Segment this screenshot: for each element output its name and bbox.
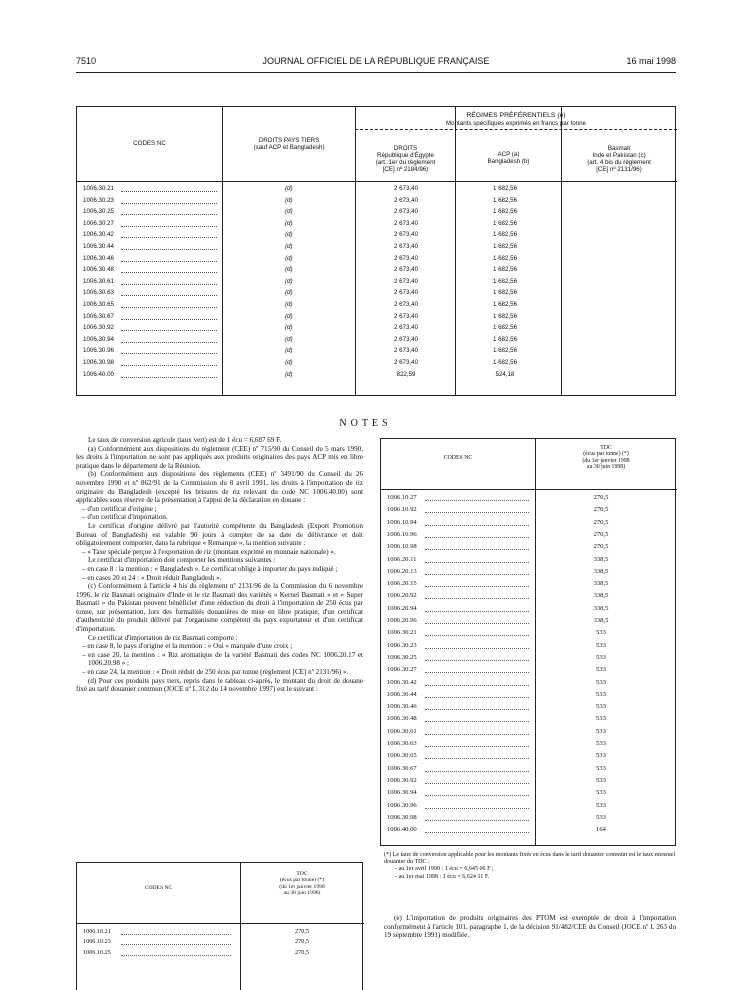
leader-dots <box>425 771 529 772</box>
leader-dots <box>425 685 529 686</box>
cell-code: 1006.10.27 <box>387 494 417 501</box>
table-row <box>381 543 677 554</box>
leader-dots <box>425 832 529 833</box>
table-row <box>381 789 677 800</box>
table-row <box>381 728 677 739</box>
header-bottom-rule <box>77 181 677 182</box>
table-row <box>77 301 677 312</box>
cell-tdc: 533 <box>596 666 606 674</box>
cell-code: 1006.20.96 <box>387 617 417 624</box>
cell-acp: 1 682,56 <box>492 231 518 239</box>
header-droits-line1: DROITS PAYS TIERS <box>258 137 320 144</box>
cell-tdc: 533 <box>596 813 606 821</box>
leader-dots <box>425 611 529 612</box>
leader-dots <box>121 319 217 320</box>
table-row <box>77 949 364 959</box>
table-row <box>381 580 677 591</box>
cell-code: 1006.30.48 <box>387 715 417 723</box>
leader-dots <box>425 549 529 550</box>
leader-dots <box>121 377 217 378</box>
cell-code: 1006.30.46 <box>387 703 417 711</box>
cell-tiers: (d) <box>285 231 293 239</box>
header-tdc-l2: (écus par tonne) (*) <box>280 877 324 884</box>
header-tdc <box>537 445 675 471</box>
leader-dots <box>121 365 217 366</box>
cell-acp: 1 682,56 <box>492 219 518 227</box>
leader-dots <box>425 758 529 759</box>
table-row <box>381 765 677 776</box>
cell-tiers: (d) <box>285 254 293 262</box>
cell-tdc: 533 <box>596 752 606 760</box>
note-list-item: – d'un certificat d'importation. <box>82 513 168 522</box>
cell-egypte: 2 673,40 <box>393 254 419 262</box>
leader-dots <box>425 808 529 809</box>
cell-code: 1006.30.96 <box>387 801 417 809</box>
cell-code: 1006.30.65 <box>83 301 114 308</box>
header-codes-nc: CODES NC <box>133 140 166 147</box>
note-e: (e) L'importation de produits originaires des PTOM est exemptée de droit à l'importation conformément à l'article 101, paragraphe 1, de la décision 91/482/CEE du Conseil (JOCE nº L 263 du 19 septembre 1991) modifiée. <box>384 914 676 940</box>
cell-tiers: (d) <box>285 347 293 355</box>
cell-egypte: 822,59 <box>396 370 416 378</box>
header-regimes <box>357 112 675 127</box>
notes-title: NOTES <box>339 418 392 429</box>
leader-dots <box>425 746 529 747</box>
table-row <box>381 642 677 653</box>
cell-egypte: 2 673,40 <box>393 335 419 343</box>
leader-dots <box>425 512 529 513</box>
cell-tdc: 338,5 <box>593 555 609 563</box>
cell-acp: 524,18 <box>495 370 515 378</box>
leader-dots <box>121 284 217 285</box>
table-row <box>77 336 677 347</box>
table-row <box>381 715 677 726</box>
leader-dots <box>425 500 529 501</box>
table-row <box>77 938 364 948</box>
cell-tdc: 270,5 <box>295 928 309 935</box>
leader-dots <box>425 586 529 587</box>
cell-tiers: (d) <box>285 185 293 192</box>
cell-code: 1006.30.65 <box>387 752 417 760</box>
header-tdc-l4: au 30 juin 1998) <box>586 464 626 471</box>
cell-acp: 1 682,56 <box>492 301 518 308</box>
header-tdc-l4: au 30 juin 1998) <box>283 890 321 897</box>
note-paragraph: (d) Pour ces produits pays tiers, repris dans le tableau ci-après, le montant du droit de douane fixé au tarif douanier commun (JOCE nº L 312 du 14 novembre 1997) est le suivant : <box>76 676 363 694</box>
cell-egypte: 2 673,40 <box>393 219 419 227</box>
leader-dots <box>425 734 529 735</box>
table-row <box>77 371 677 382</box>
header-regimes-line1: RÉGIMES PRÉFÉRENTIELS (e) <box>466 112 566 119</box>
leader-dots <box>121 353 217 354</box>
leader-dots <box>425 598 529 599</box>
cell-acp: 1 682,56 <box>492 335 518 343</box>
cell-tiers: (d) <box>285 219 293 227</box>
table-row <box>77 928 364 938</box>
footnote <box>384 852 676 881</box>
cell-code: 1006.30.48 <box>83 266 114 274</box>
header-tdc-l1: TDC <box>296 871 308 877</box>
cell-code: 1006.30.21 <box>83 185 114 192</box>
cell-tdc: 338,5 <box>593 617 609 624</box>
cell-code: 1006.30.96 <box>83 347 114 355</box>
leader-dots <box>121 191 217 192</box>
header-tdc <box>242 871 362 897</box>
leader-dots <box>121 261 217 262</box>
leader-dots <box>425 537 529 538</box>
cell-egypte: 2 673,40 <box>393 289 419 297</box>
leader-dots <box>425 574 529 575</box>
header-bottom-rule <box>77 923 364 924</box>
table-row <box>381 519 677 530</box>
footnote-line: – au 1er mai 1998 : 1 écu = 6,624 11 F. <box>394 873 490 880</box>
cell-code: 1006.20.15 <box>387 580 417 588</box>
cell-code: 1006.20.94 <box>387 604 417 612</box>
cell-code: 1006.10.98 <box>387 543 417 551</box>
cell-tdc: 533 <box>596 678 606 686</box>
tariff-table <box>76 106 676 396</box>
leader-dots <box>121 330 217 331</box>
cell-tiers: (d) <box>285 289 293 297</box>
note-list-item: – en case 8, le pays d'origine et la mention : « Oui » marquée d'une croix ; <box>82 642 293 651</box>
table-row <box>77 208 677 219</box>
cell-egypte: 2 673,40 <box>393 324 419 332</box>
leader-dots <box>121 214 217 215</box>
table-row <box>381 556 677 567</box>
cell-tdc: 338,5 <box>593 580 609 588</box>
cell-code: 1006.30.94 <box>387 789 417 797</box>
publication-date: 16 mai 1998 <box>626 56 676 66</box>
table-row <box>381 666 677 677</box>
cell-code: 1006.30.25 <box>83 208 114 216</box>
cell-code: 1006.30.63 <box>83 289 114 297</box>
table-row <box>77 347 677 358</box>
header-basmati-l4: [CE] nº 2131/96) <box>596 166 642 174</box>
header-egypte-l4: [CE] nº 2184/96) <box>382 166 429 174</box>
cell-tdc: 270,5 <box>295 948 309 956</box>
cell-tdc: 533 <box>596 690 606 698</box>
cell-acp: 1 682,56 <box>492 243 518 250</box>
leader-dots <box>425 795 529 796</box>
table-row <box>77 324 677 335</box>
cell-tdc: 338,5 <box>593 567 609 575</box>
table-row <box>77 255 677 266</box>
cell-tdc: 533 <box>596 715 606 723</box>
cell-acp: 1 682,56 <box>492 208 518 216</box>
journal-title: JOURNAL OFFICIEL DE LA RÉPUBLIQUE FRANÇAISE <box>262 56 490 66</box>
table-row <box>381 679 677 690</box>
cell-code: 1006.20.13 <box>387 567 417 575</box>
note-list-item: – en cases 20 et 24 : « Droit réduit Bangladesh ». <box>82 573 222 582</box>
header-basmati-l3: (art. 4 bis du règlement <box>587 159 651 167</box>
cell-egypte: 2 673,40 <box>393 359 419 366</box>
cell-tdc: 270,5 <box>593 494 609 501</box>
note-paragraph: Le certificat d'importation doit comporter les mentions suivantes : <box>88 556 276 565</box>
header-tdc-l1: TDC <box>600 445 612 451</box>
page-number: 7510 <box>76 56 97 66</box>
leader-dots <box>425 562 529 563</box>
cell-egypte: 2 673,40 <box>393 266 419 274</box>
cell-tdc: 533 <box>596 776 606 784</box>
leader-dots <box>121 272 217 273</box>
tdc-table <box>380 438 676 846</box>
table-row <box>381 703 677 714</box>
leader-dots <box>425 820 529 821</box>
header-basmati <box>563 145 675 174</box>
leader-dots <box>121 203 217 204</box>
cell-tdc: 533 <box>596 789 606 797</box>
leader-dots <box>425 697 529 698</box>
cell-code: 1006.30.25 <box>387 653 417 661</box>
cell-tdc: 270,5 <box>593 506 609 514</box>
header-codes-nc: CODES NC <box>443 455 473 461</box>
cell-tdc: 533 <box>596 801 606 809</box>
cell-tiers: (d) <box>285 196 293 204</box>
cell-code: 1006.30.27 <box>83 219 114 227</box>
cell-code: 1006.30.44 <box>387 690 417 698</box>
cell-code: 1006.30.44 <box>83 243 114 250</box>
cell-code: 1006.40.00 <box>83 370 114 378</box>
table-row <box>77 185 677 196</box>
table-row <box>77 231 677 242</box>
note-paragraph: (a) Conformément aux dispositions du règlement (CEE) nº 715/90 du Conseil du 5 mars 1990, les droits à l'importation ne sont pas appliqués aux produits originaires des pays ACP mis en libre pratique dans le département de la Réunion. <box>76 444 363 470</box>
cell-egypte: 2 673,40 <box>393 196 419 204</box>
cell-acp: 1 682,56 <box>492 277 518 285</box>
header-tdc-l2: (écus par tonne) (*) <box>583 451 629 458</box>
header-acp-l2: Bangladesh (b) <box>487 158 530 166</box>
table-row <box>381 605 677 616</box>
leader-dots <box>121 342 217 343</box>
cell-egypte: 2 673,40 <box>393 185 419 192</box>
cell-code: 1006.10.23 <box>83 938 111 946</box>
leader-dots <box>425 525 529 526</box>
cell-code: 1006.30.67 <box>83 312 114 320</box>
cell-egypte: 2 673,40 <box>393 301 419 308</box>
leader-dots <box>121 307 217 308</box>
table-row <box>77 243 677 254</box>
cell-code: 1006.30.21 <box>387 629 417 637</box>
cell-code: 1006.30.92 <box>83 324 114 332</box>
cell-code: 1006.30.98 <box>387 813 417 821</box>
note-list-item: – en case 24, la mention : « Droit réduit de 250 écus par tonne (règlement [CE] nº 2131/96) ». <box>82 668 349 677</box>
cell-code: 1006.30.61 <box>83 277 114 285</box>
cell-tdc: 533 <box>596 740 606 747</box>
notes-left-column <box>76 436 363 694</box>
header-rule <box>76 72 676 73</box>
table-row <box>381 617 677 628</box>
cell-acp: 1 682,56 <box>492 324 518 332</box>
cell-code: 1006.20.11 <box>387 555 417 563</box>
cell-egypte: 2 673,40 <box>393 312 419 320</box>
leader-dots <box>121 944 231 945</box>
header-droits-tiers <box>224 137 354 151</box>
cell-tiers: (d) <box>285 312 293 320</box>
cell-code: 1006.10.21 <box>83 928 111 935</box>
header-divider <box>355 129 677 130</box>
header-tdc-l3: (du 1er janvier 1998 <box>582 457 630 464</box>
cell-code: 1006.30.42 <box>83 231 114 239</box>
cell-egypte: 2 673,40 <box>393 208 419 216</box>
cell-tiers: (d) <box>285 335 293 343</box>
table-row <box>77 359 677 370</box>
cell-acp: 1 682,56 <box>492 289 518 297</box>
header-egypte-l2: République d'Égypte <box>377 152 434 160</box>
cell-code: 1006.40.00 <box>387 826 417 834</box>
cell-tdc: 338,5 <box>593 592 609 600</box>
cell-code: 1006.10.94 <box>387 518 417 526</box>
cell-code: 1006.10.92 <box>387 506 417 514</box>
leader-dots <box>425 709 529 710</box>
leader-dots <box>121 249 217 250</box>
header-basmati-l2: Inde et Pakistan (c) <box>592 152 646 160</box>
cell-tiers: (d) <box>285 266 293 274</box>
leader-dots <box>121 295 217 296</box>
cell-code: 1006.30.61 <box>387 727 417 735</box>
cell-acp: 1 682,56 <box>492 196 518 204</box>
header-basmati-l1: Basmati <box>607 145 631 152</box>
cell-egypte: 2 673,40 <box>393 243 419 250</box>
header-tdc-l3: (du 1er janvier 1998 <box>279 883 325 890</box>
leader-dots <box>425 648 529 649</box>
leader-dots <box>425 721 529 722</box>
cell-code: 1006.30.27 <box>387 666 417 674</box>
cell-tdc: 533 <box>596 653 606 661</box>
cell-tiers: (d) <box>285 359 293 366</box>
note-paragraph: (c) Conformément à l'article 4 bis du règlement nº 2131/96 de la Commission du 6 novembre 1996, le riz Basmati originaire d'Inde et le riz Basmati des variétés « Kernel Basmati » et « Super Basmati » du Pakistan peuvent bénéficier d'une réduction du droit à l'importation de 250 écus par tonne, sur présentation, lors des formalités douanières de mise en libre pratique, d'un certificat d'authenticité du produit délivré par l'organisme compétent du pays exportateur et d'un certificat d'importation. <box>76 582 363 634</box>
cell-tdc: 338,5 <box>593 604 609 612</box>
table-row <box>381 777 677 788</box>
cell-tdc: 533 <box>596 727 606 735</box>
table-row <box>381 494 677 505</box>
cell-code: 1006.30.94 <box>83 335 114 343</box>
note-paragraph: Le certificat d'origine délivré par l'autorité compétente du Bangladesh (Export Promotion Bureau of Bangladesh) est valable 90 jours à compter de sa date de délivrance et doit obligatoirement comporter, dans la rubrique « Remarque », la mention suivante : <box>76 521 363 548</box>
leader-dots <box>425 783 529 784</box>
footnote-line: – au 1er avril 1998 : 1 écu = 6,645 06 F ; <box>394 866 494 873</box>
cell-egypte: 2 673,40 <box>393 347 419 355</box>
cell-code: 1006.30.42 <box>387 678 417 686</box>
cell-tdc: 270,5 <box>593 518 609 526</box>
cell-acp: 1 682,56 <box>492 359 518 366</box>
table-row <box>381 531 677 542</box>
header-bottom-rule <box>381 489 677 490</box>
cell-code: 1006.30.98 <box>83 359 114 366</box>
cell-tiers: (d) <box>285 277 293 285</box>
table-row <box>77 313 677 324</box>
table-row <box>381 691 677 702</box>
cell-tdc: 164 <box>596 826 606 834</box>
note-paragraph: (b) Conformément aux dispositions des règlements (CEE) nº 3491/90 du Conseil du 26 novembre 1990 et nº 862/91 de la Commission du 8 avril 1991, les droits à l'importation de riz originaire du Bangladesh (excepté les brisures de riz relevant du code NC 1006.40.00) sont applicables sous réserve de la présentation à l'appui de la déclaration en douane : <box>76 470 363 505</box>
cell-acp: 1 682,56 <box>492 254 518 262</box>
cell-tiers: (d) <box>285 370 293 378</box>
cell-code: 1006.30.67 <box>387 764 417 772</box>
tdc-table-small <box>76 862 363 990</box>
cell-acp: 1 682,56 <box>492 347 518 355</box>
table-row <box>381 629 677 640</box>
table-row <box>381 814 677 825</box>
cell-tdc: 270,5 <box>593 543 609 551</box>
leader-dots <box>121 237 217 238</box>
table-row <box>381 740 677 751</box>
table-row <box>381 506 677 517</box>
cell-tiers: (d) <box>285 301 293 308</box>
cell-tiers: (d) <box>285 208 293 216</box>
cell-acp: 1 682,56 <box>492 185 518 192</box>
cell-code: 1006.10.96 <box>387 530 417 538</box>
cell-code: 1006.30.23 <box>387 641 417 649</box>
header-codes-nc: CODES NC <box>144 885 173 891</box>
table-row <box>77 197 677 208</box>
cell-tdc: 533 <box>596 629 606 637</box>
cell-egypte: 2 673,40 <box>393 231 419 239</box>
header-acp-l1: ACP (a) <box>497 151 520 158</box>
cell-acp: 1 682,56 <box>492 312 518 320</box>
note-list-item: – « Taxe spéciale perçue à l'exportation de riz (montant exprimé en monnaie nationale) ». <box>82 547 336 556</box>
header-egypte-l1: DROITS <box>393 145 418 152</box>
cell-code: 1006.30.23 <box>83 196 114 204</box>
cell-tdc: 533 <box>596 703 606 711</box>
note-paragraph: Le taux de conversion agricole (taux vert) est de 1 écu = 6,687 69 F. <box>88 436 282 444</box>
table-row <box>77 278 677 289</box>
header-egypte <box>357 145 454 174</box>
footnote-line: (*) Le taux de conversion applicable pour les montants fixés en écus dans le tarif douanier commun est le taux mensuel douanier du TDC : <box>384 852 676 866</box>
header-droits-line2: (sauf ACP et Bangladesh) <box>253 144 325 152</box>
note-list-item: – en case 8 : la mention : « Bangladesh ». Le certificat oblige à importer du pays indiqué ; <box>82 564 338 573</box>
table-row <box>77 220 677 231</box>
note-list-item: – en case 20, la mention : « Riz aromatique de la variété Basmati des codes NC 1006.20.17 et 1006.20.98 » ; <box>82 650 363 668</box>
cell-code: 1006.30.46 <box>83 254 114 262</box>
cell-acp: 1 682,56 <box>492 266 518 274</box>
leader-dots <box>425 623 529 624</box>
leader-dots <box>425 672 529 673</box>
leader-dots <box>121 955 231 956</box>
cell-tiers: (d) <box>285 324 293 332</box>
leader-dots <box>121 226 217 227</box>
leader-dots <box>425 660 529 661</box>
table-row <box>77 266 677 277</box>
table-row <box>381 826 677 837</box>
table-row <box>381 568 677 579</box>
cell-code: 1006.30.63 <box>387 740 417 747</box>
note-paragraph: Ce certificat d'importation de riz Basmati comporte : <box>88 633 238 642</box>
page-header <box>76 56 676 70</box>
leader-dots <box>121 934 231 935</box>
table-row <box>381 592 677 603</box>
cell-tdc: 270,5 <box>295 938 309 946</box>
note-list-item: – d'un certificat d'origine ; <box>82 504 157 513</box>
header-regimes-line2: Montants spécifiques exprimés en francs par tonne <box>446 119 586 127</box>
header-acp <box>457 151 560 165</box>
table-row <box>381 654 677 665</box>
cell-code: 1006.10.25 <box>83 948 111 956</box>
cell-tiers: (d) <box>285 243 293 250</box>
leader-dots <box>425 635 529 636</box>
cell-code: 1006.20.92 <box>387 592 417 600</box>
cell-egypte: 2 673,40 <box>393 277 419 285</box>
cell-tdc: 533 <box>596 641 606 649</box>
table-row <box>381 802 677 813</box>
column-divider <box>240 863 241 990</box>
cell-tdc: 270,5 <box>593 530 609 538</box>
table-row <box>77 289 677 300</box>
cell-tdc: 533 <box>596 764 606 772</box>
header-egypte-l3: (art. 1er du règlement <box>375 159 436 167</box>
cell-code: 1006.30.92 <box>387 776 417 784</box>
table-row <box>381 752 677 763</box>
